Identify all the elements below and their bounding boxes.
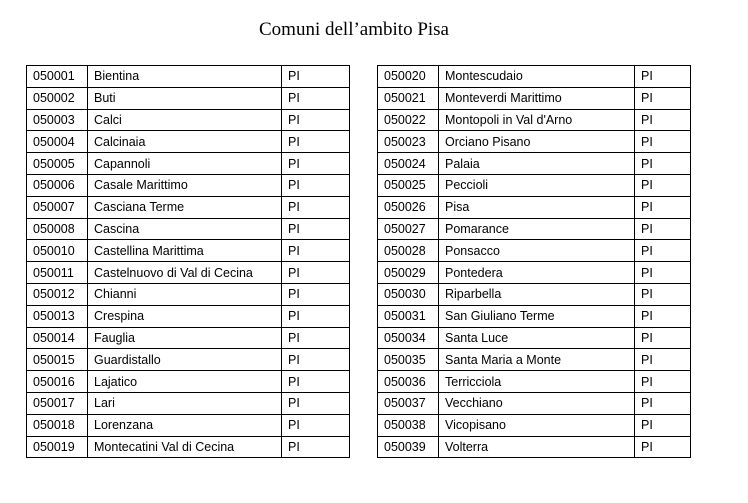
municipality-code: 050030 <box>378 283 439 305</box>
municipality-table-right-body <box>378 66 691 458</box>
table-row <box>378 436 691 458</box>
table-row <box>378 371 691 393</box>
municipality-code: 050003 <box>27 109 88 131</box>
province-code: PI <box>282 87 350 109</box>
province-code: PI <box>635 174 691 196</box>
municipality-code: 050011 <box>27 262 88 284</box>
table-row <box>27 283 350 305</box>
municipality-name: Montescudaio <box>439 66 635 88</box>
municipality-code: 050026 <box>378 196 439 218</box>
municipality-code: 050006 <box>27 174 88 196</box>
table-row <box>27 196 350 218</box>
province-code: PI <box>635 66 691 88</box>
municipality-code: 050012 <box>27 283 88 305</box>
municipality-name: Casciana Terme <box>88 196 282 218</box>
table-row <box>378 262 691 284</box>
municipality-name: Santa Luce <box>439 327 635 349</box>
table-row <box>378 349 691 371</box>
municipality-name: Bientina <box>88 66 282 88</box>
province-code: PI <box>635 109 691 131</box>
municipality-name: Crespina <box>88 305 282 327</box>
municipality-code: 050020 <box>378 66 439 88</box>
municipality-code: 050036 <box>378 371 439 393</box>
municipality-code: 050025 <box>378 174 439 196</box>
table-row <box>378 66 691 88</box>
municipality-name: Capannoli <box>88 153 282 175</box>
table-row <box>27 349 350 371</box>
municipality-name: Orciano Pisano <box>439 131 635 153</box>
table-row <box>378 392 691 414</box>
municipality-name: Riparbella <box>439 283 635 305</box>
municipality-code: 050016 <box>27 371 88 393</box>
municipality-name: Peccioli <box>439 174 635 196</box>
municipality-name: Calci <box>88 109 282 131</box>
municipality-name: Montopoli in Val d'Arno <box>439 109 635 131</box>
municipality-table-left <box>26 65 350 458</box>
municipality-name: Cascina <box>88 218 282 240</box>
province-code: PI <box>282 392 350 414</box>
municipality-table-left-body <box>27 66 350 458</box>
province-code: PI <box>635 87 691 109</box>
province-code: PI <box>635 414 691 436</box>
province-code: PI <box>635 218 691 240</box>
municipality-code: 050015 <box>27 349 88 371</box>
table-row <box>378 305 691 327</box>
municipality-code: 050027 <box>378 218 439 240</box>
province-code: PI <box>282 174 350 196</box>
province-code: PI <box>282 131 350 153</box>
table-row <box>27 436 350 458</box>
municipality-code: 050021 <box>378 87 439 109</box>
municipality-name: Lajatico <box>88 371 282 393</box>
province-code: PI <box>282 327 350 349</box>
municipality-name: Ponsacco <box>439 240 635 262</box>
municipality-name: Lorenzana <box>88 414 282 436</box>
municipality-name: Montecatini Val di Cecina <box>88 436 282 458</box>
table-row <box>378 196 691 218</box>
table-row <box>378 218 691 240</box>
table-row <box>27 262 350 284</box>
municipality-code: 050037 <box>378 392 439 414</box>
province-code: PI <box>635 392 691 414</box>
province-code: PI <box>282 436 350 458</box>
province-code: PI <box>635 327 691 349</box>
province-code: PI <box>635 371 691 393</box>
table-row <box>378 131 691 153</box>
municipality-name: Pomarance <box>439 218 635 240</box>
municipality-name: Palaia <box>439 153 635 175</box>
province-code: PI <box>282 66 350 88</box>
document-title: Comuni dell’ambito Pisa <box>259 19 449 40</box>
municipality-code: 050035 <box>378 349 439 371</box>
municipality-table-right <box>377 65 691 458</box>
table-row <box>378 327 691 349</box>
table-row <box>378 87 691 109</box>
municipality-code: 050014 <box>27 327 88 349</box>
municipality-name: Vecchiano <box>439 392 635 414</box>
municipality-code: 050019 <box>27 436 88 458</box>
municipality-code: 050008 <box>27 218 88 240</box>
province-code: PI <box>282 349 350 371</box>
table-row <box>27 131 350 153</box>
province-code: PI <box>282 153 350 175</box>
municipality-code: 050039 <box>378 436 439 458</box>
table-row <box>378 153 691 175</box>
municipality-code: 050022 <box>378 109 439 131</box>
municipality-code: 050010 <box>27 240 88 262</box>
municipality-name: Santa Maria a Monte <box>439 349 635 371</box>
table-row <box>27 109 350 131</box>
municipality-name: Guardistallo <box>88 349 282 371</box>
province-code: PI <box>282 262 350 284</box>
province-code: PI <box>282 305 350 327</box>
table-row <box>378 109 691 131</box>
province-code: PI <box>635 305 691 327</box>
municipality-name: Castellina Marittima <box>88 240 282 262</box>
table-row <box>27 240 350 262</box>
municipality-name: Buti <box>88 87 282 109</box>
municipality-code: 050017 <box>27 392 88 414</box>
table-row <box>27 414 350 436</box>
province-code: PI <box>635 240 691 262</box>
table-row <box>378 240 691 262</box>
table-row <box>27 305 350 327</box>
municipality-name: Pontedera <box>439 262 635 284</box>
municipality-code: 050001 <box>27 66 88 88</box>
municipality-code: 050005 <box>27 153 88 175</box>
province-code: PI <box>635 131 691 153</box>
province-code: PI <box>282 240 350 262</box>
province-code: PI <box>635 283 691 305</box>
municipality-code: 050023 <box>378 131 439 153</box>
municipality-name: Terricciola <box>439 371 635 393</box>
municipality-name: Fauglia <box>88 327 282 349</box>
province-code: PI <box>282 414 350 436</box>
table-row <box>27 327 350 349</box>
province-code: PI <box>282 196 350 218</box>
table-row <box>27 87 350 109</box>
province-code: PI <box>282 371 350 393</box>
municipality-code: 050028 <box>378 240 439 262</box>
municipality-code: 050029 <box>378 262 439 284</box>
municipality-code: 050004 <box>27 131 88 153</box>
province-code: PI <box>282 283 350 305</box>
table-row <box>378 174 691 196</box>
table-row <box>27 153 350 175</box>
table-row <box>27 371 350 393</box>
municipality-code: 050034 <box>378 327 439 349</box>
table-row <box>378 283 691 305</box>
municipality-name: Volterra <box>439 436 635 458</box>
province-code: PI <box>635 153 691 175</box>
municipality-code: 050007 <box>27 196 88 218</box>
province-code: PI <box>635 436 691 458</box>
table-row <box>27 218 350 240</box>
municipality-name: Calcinaia <box>88 131 282 153</box>
table-row <box>27 174 350 196</box>
municipality-name: Lari <box>88 392 282 414</box>
province-code: PI <box>635 262 691 284</box>
province-code: PI <box>635 196 691 218</box>
municipality-code: 050018 <box>27 414 88 436</box>
municipality-code: 050002 <box>27 87 88 109</box>
municipality-name: Chianni <box>88 283 282 305</box>
municipality-code: 050013 <box>27 305 88 327</box>
table-row <box>27 392 350 414</box>
table-row <box>378 414 691 436</box>
municipality-name: San Giuliano Terme <box>439 305 635 327</box>
municipality-name: Monteverdi Marittimo <box>439 87 635 109</box>
municipality-code: 050038 <box>378 414 439 436</box>
municipality-name: Pisa <box>439 196 635 218</box>
municipality-code: 050024 <box>378 153 439 175</box>
municipality-name: Castelnuovo di Val di Cecina <box>88 262 282 284</box>
province-code: PI <box>282 218 350 240</box>
municipality-name: Vicopisano <box>439 414 635 436</box>
province-code: PI <box>635 349 691 371</box>
province-code: PI <box>282 109 350 131</box>
municipality-name: Casale Marittimo <box>88 174 282 196</box>
municipality-code: 050031 <box>378 305 439 327</box>
table-row <box>27 66 350 88</box>
